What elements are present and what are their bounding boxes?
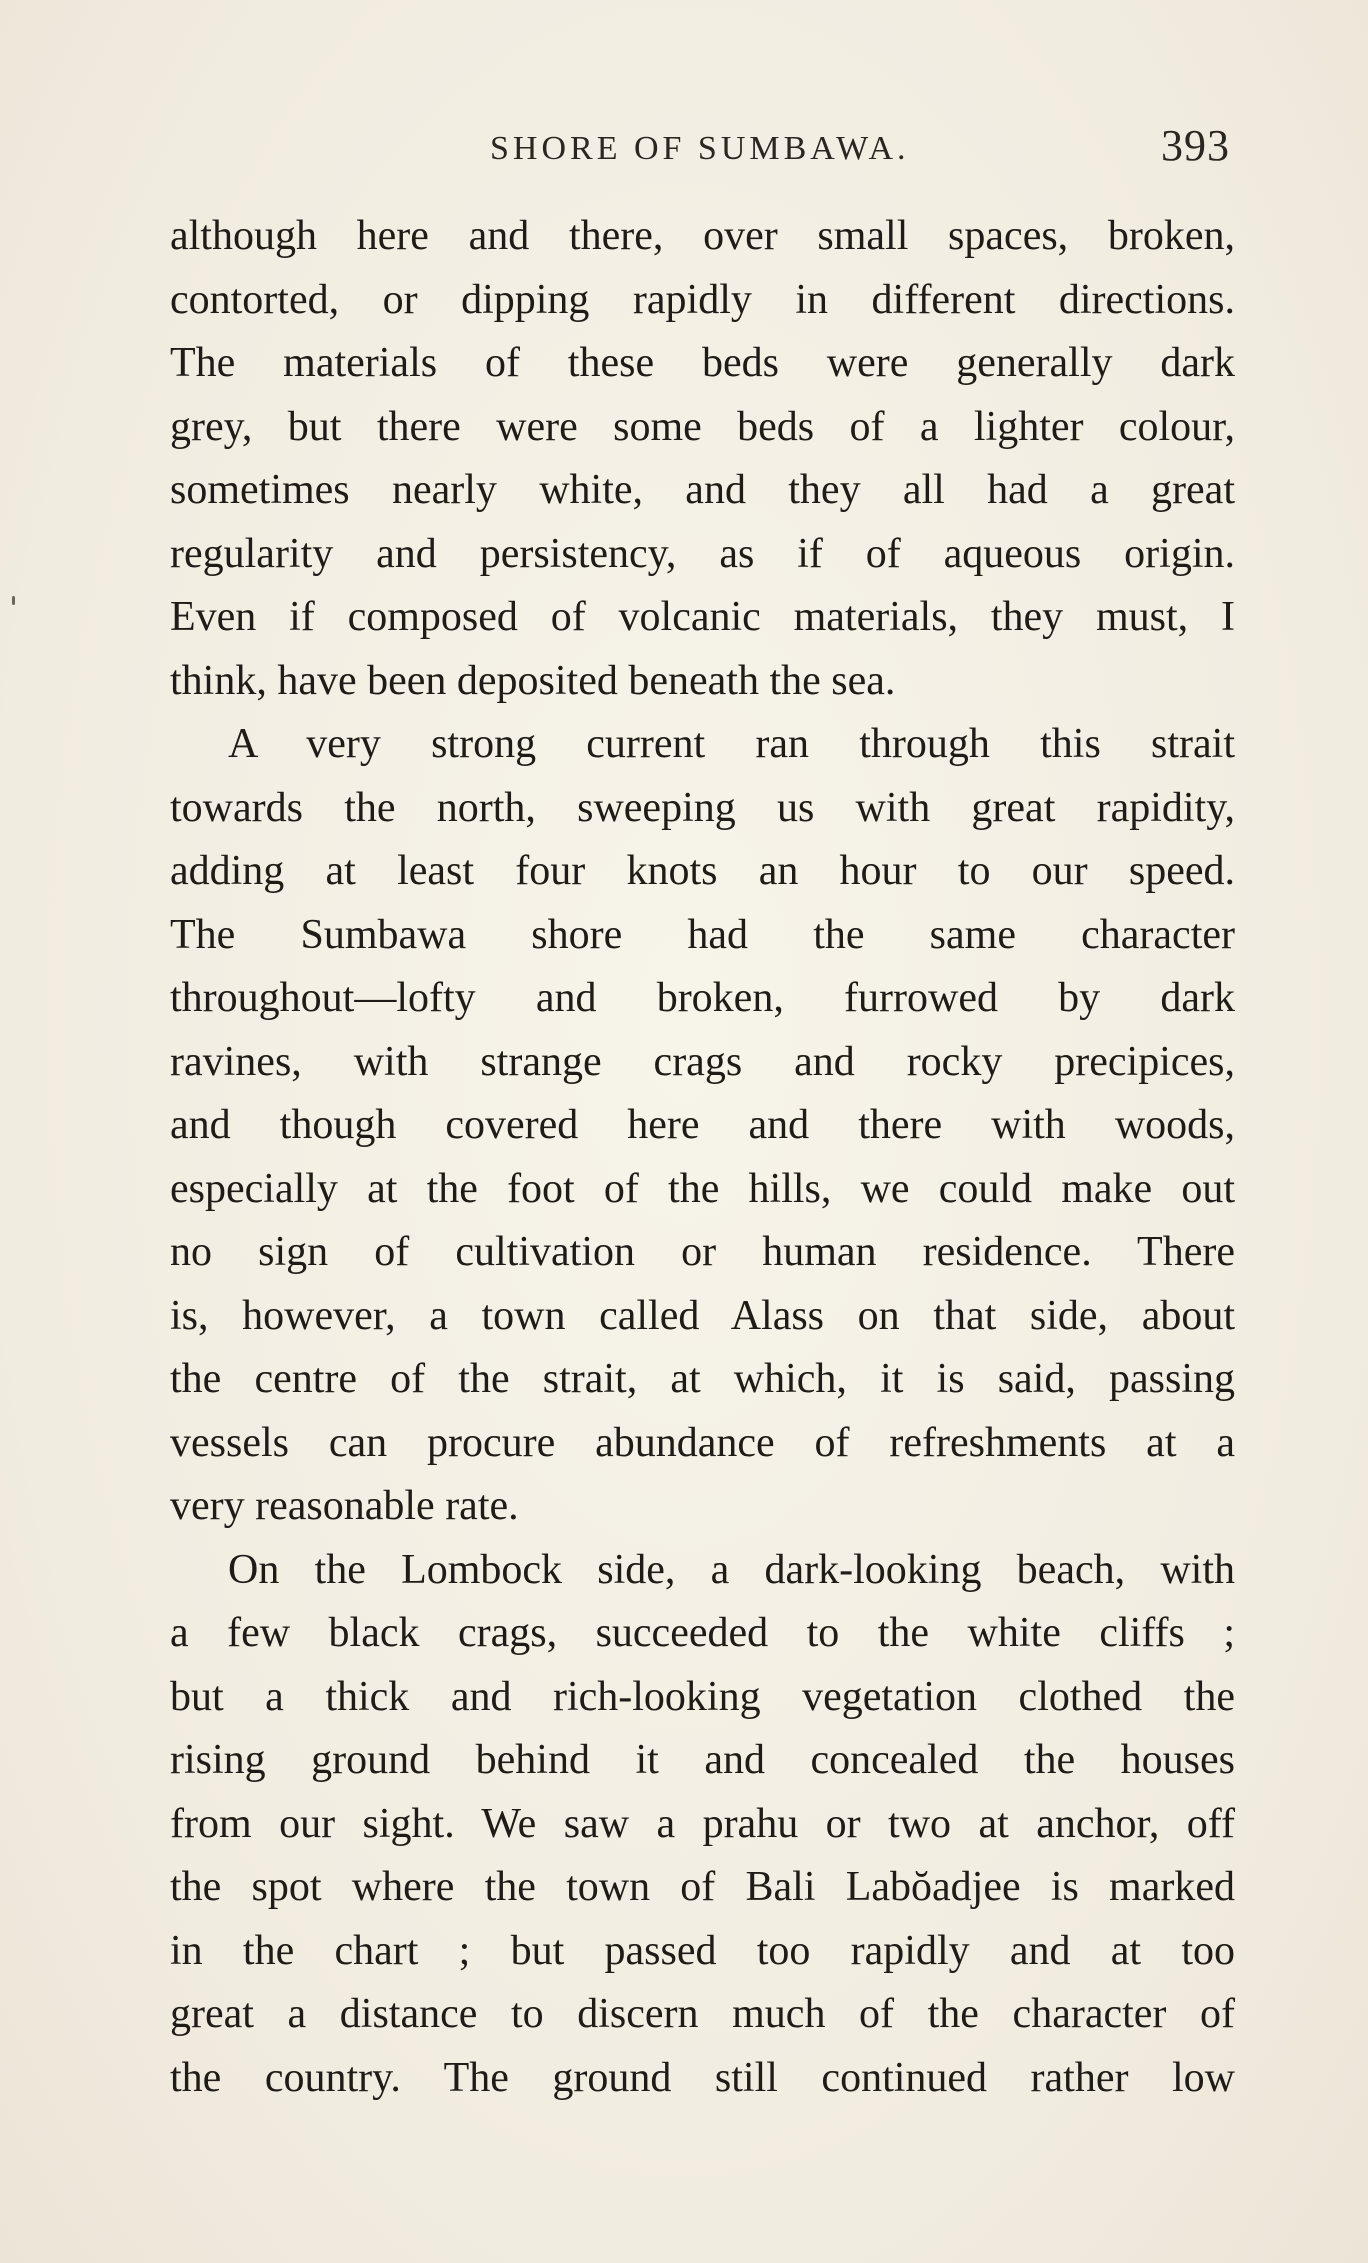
text-line: grey, but there were some beds of a lighter colour, <box>170 403 1235 450</box>
text-line: but a thick and rich-looking vegetation clothed the <box>170 1673 1235 1720</box>
text-line: in the chart ; but passed too rapidly and at too <box>170 1927 1235 1974</box>
text-line: the country. The ground still continued rather low <box>170 2054 1235 2101</box>
text-line: rising ground behind it and concealed the houses <box>170 1737 1235 1783</box>
text-line: The Sumbawa shore had the same character <box>170 911 1235 958</box>
text-line: On the Lombock side, a dark-looking beach, with <box>228 1546 1235 1593</box>
text-line: regularity and persistency, as if of aqueous origin. <box>170 530 1235 577</box>
page-number: 393 <box>1161 121 1230 170</box>
text-line: sometimes nearly white, and they all had a great <box>170 467 1235 513</box>
text-line: no sign of cultivation or human residence. There <box>170 1229 1235 1275</box>
text-line: a few black crags, succeeded to the white cliffs ; <box>170 1610 1235 1656</box>
text-line: adding at least four knots an hour to our speed. <box>170 848 1235 894</box>
text-line: throughout—lofty and broken, furrowed by dark <box>170 975 1235 1021</box>
text-line: towards the north, sweeping us with great rapidity, <box>170 784 1235 831</box>
text-line: very reasonable rate. <box>170 1483 519 1529</box>
text-line: vessels can procure abundance of refreshments at a <box>170 1419 1235 1466</box>
text-line: although here and there, over small spaces, broken, <box>170 213 1235 259</box>
page-header <box>170 120 1230 180</box>
text-line: The materials of these beds were generally dark <box>170 340 1235 386</box>
text-line: especially at the foot of the hills, we could make out <box>170 1165 1235 1212</box>
text-line: Even if composed of volcanic materials, they must, I <box>170 594 1235 640</box>
running-head: SHORE OF SUMBAWA. <box>490 130 910 167</box>
text-line: contorted, or dipping rapidly in different directions. <box>170 276 1235 323</box>
page-speck <box>12 596 15 605</box>
body-text <box>170 205 1235 2110</box>
text-line: is, however, a town called Alass on that side, about <box>170 1292 1235 1339</box>
text-line: great a distance to discern much of the character of <box>170 1991 1235 2037</box>
text-line: from our sight. We saw a prahu or two at anchor, off <box>170 1800 1235 1847</box>
text-line: think, have been deposited beneath the sea. <box>170 657 896 704</box>
text-line: the spot where the town of Bali Labŏadjee is marked <box>170 1864 1235 1910</box>
text-line: and though covered here and there with woods, <box>170 1102 1235 1148</box>
text-line: A very strong current ran through this strait <box>228 721 1235 767</box>
text-line: ravines, with strange crags and rocky precipices, <box>170 1038 1235 1085</box>
text-line: the centre of the strait, at which, it is said, passing <box>170 1356 1235 1402</box>
